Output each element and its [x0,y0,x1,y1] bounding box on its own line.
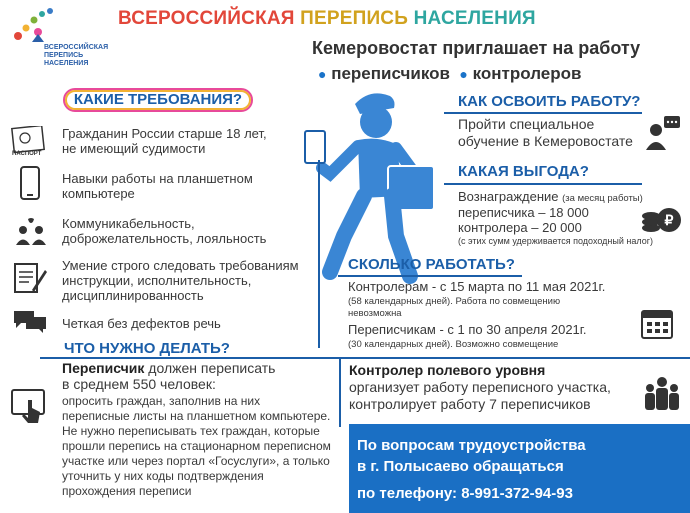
document-pen-icon [12,260,48,296]
speech-bubbles-icon [12,308,48,334]
roles-line: ● переписчиков ● контролеров [318,64,582,83]
duration-enumerators-note: (30 календарных дней). Возможно совмещение [348,339,559,350]
learn-title: КАК ОСВОИТЬ РАБОТУ? [458,93,641,110]
census-logo-icon [8,6,68,48]
learn-text: Пройти специальное обучение в Кемеровостате [458,116,633,149]
duration-title: СКОЛЬКО РАБОТАТЬ? [348,256,515,273]
team-icon [642,376,682,410]
contact-line-1: По вопросам трудоустройства [357,437,586,454]
passport-icon [10,126,48,162]
passport-label: ПАСПОРТ [12,151,42,157]
duration-controllers: Контролерам - с 15 марта по 11 мая 2021г. [348,279,606,294]
tablet-icon [304,130,326,164]
requirement-communication: Коммуникабельность, доброжелательность, лояльность [62,216,267,246]
contact-box [349,424,690,513]
svg-text:₽: ₽ [664,212,674,228]
requirement-speech: Четкая без дефектов речь [62,316,221,331]
benefit-text: Вознаграждение (за месяц работы) переписчика – 18 000 контролера – 20 000 [458,189,643,235]
census-title: ВСЕРОССИЙСКАЯ ПЕРЕПИСЬ НАСЕЛЕНИЯ [118,8,536,29]
coins-icon [640,200,682,234]
tablet-touch-icon [10,388,48,424]
duration-controllers-note: (58 календарных дней). Работа по совмещению невозможна [348,296,561,319]
contact-phone[interactable]: по телефону: 8-991-372-94-93 [357,485,573,502]
smartphone-icon [20,166,40,200]
benefit-title: КАКАЯ ВЫГОДА? [458,163,589,180]
requirements-title: КАКИЕ ТРЕБОВАНИЯ? [73,91,243,108]
benefit-note: (с этих сумм удерживается подоходный налог) [458,236,653,246]
enumerator-details: опросить граждан, заполнив на них переписные листы на планшетном компьютере. Не нужно переписывать тех граждан, которые прошли перепись на стационарном переписном участке или через портал «Госуслуги», а только уточнить у них коды подтверждения прохождения переписи [62,394,331,498]
requirement-citizenship: Гражданин России старше 18 лет, не имеющий судимости [62,126,267,156]
requirement-tablet-skills: Навыки работы на планшетном компьютере [62,171,253,201]
learn-underline [444,112,642,114]
requirement-discipline: Умение строго следовать требованиям инструкции, исполнительность, дисциплинированность [62,258,299,303]
todo-title: ЧТО НУЖНО ДЕЛАТЬ? [64,340,230,357]
contact-line-2: в г. Полысаево обращаться [357,458,564,475]
duration-underline [338,275,522,277]
connector-line [318,160,320,348]
duration-enumerators: Переписчикам - с 1 по 30 апреля 2021г. [348,322,587,337]
benefit-underline [444,183,642,185]
teacher-icon [644,114,682,150]
todo-underline [40,357,690,359]
calendar-icon [640,306,674,340]
logo-text: ВСЕРОССИЙСКАЯ ПЕРЕПИСЬ НАСЕЛЕНИЯ [44,44,109,67]
controller-duty: Контролер полевого уровня организует работу переписного участка, контролирует работу 7 переписчиков [349,362,611,412]
enumerator-duty: Переписчик должен переписать в среднем 550 человек: [62,360,276,392]
communication-icon [14,217,48,247]
invite-title: Кемеровостат приглашает на работу [312,38,641,58]
todo-divider [339,357,341,427]
